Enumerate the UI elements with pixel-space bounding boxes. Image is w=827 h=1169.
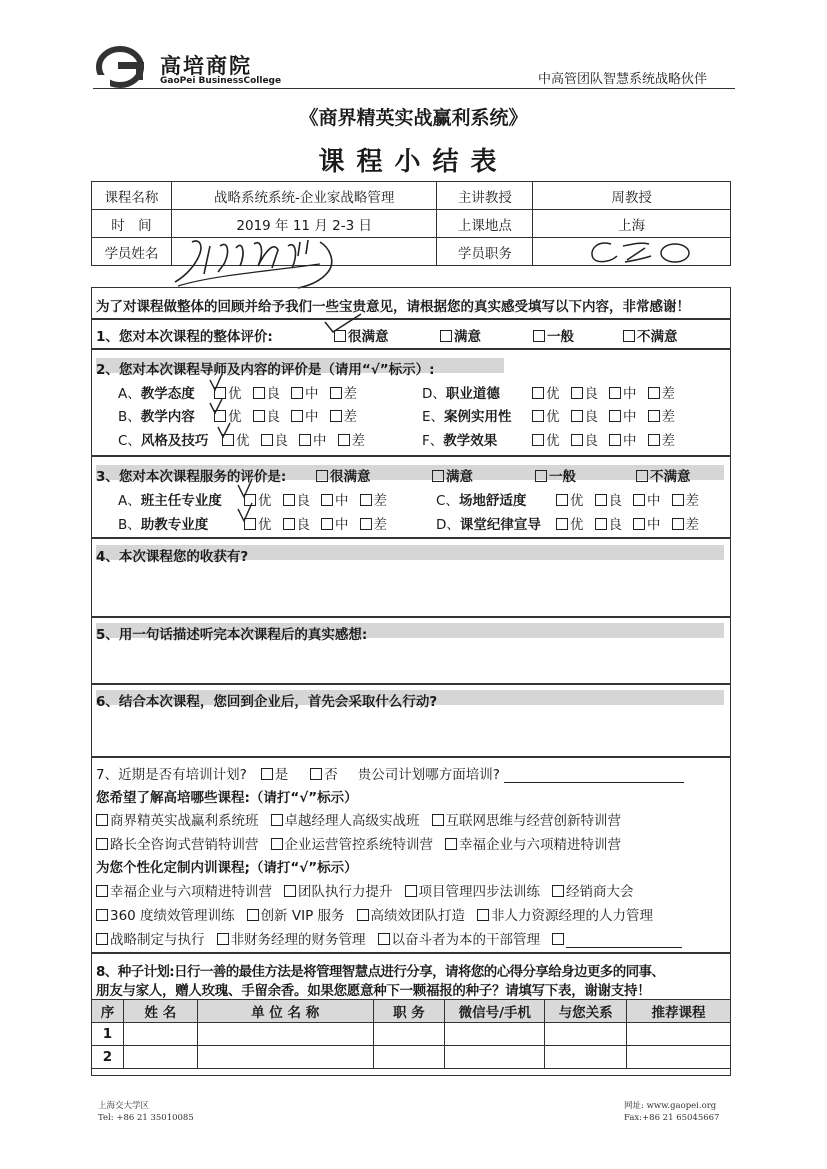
checkbox-icon[interactable]: [648, 410, 660, 422]
table-cell[interactable]: [627, 1046, 731, 1069]
place-value[interactable]: 上海: [533, 210, 731, 238]
custom-option[interactable]: 高绩效团队打造: [357, 908, 466, 924]
q1-option-unsatisfied[interactable]: 不满意: [623, 325, 678, 345]
checkbox-icon[interactable]: [552, 933, 564, 945]
checkbox-icon[interactable]: [595, 518, 607, 530]
checkbox-icon[interactable]: [217, 933, 229, 945]
q7-label: 7、近期是否有培训计划?: [96, 767, 247, 783]
checkbox-icon[interactable]: [310, 768, 322, 780]
course-name-label: 课程名称: [92, 182, 172, 210]
check-mark-icon: [216, 421, 238, 441]
checkbox-icon[interactable]: [636, 470, 648, 482]
checkbox-icon[interactable]: [672, 518, 684, 530]
checkbox-icon[interactable]: [609, 387, 621, 399]
checkbox-icon[interactable]: [96, 933, 108, 945]
checkbox-icon[interactable]: [571, 387, 583, 399]
checkbox-icon[interactable]: [253, 387, 265, 399]
checkbox-icon[interactable]: [271, 838, 283, 850]
q1-option-satisfied[interactable]: 满意: [440, 325, 481, 345]
checkbox-icon[interactable]: [571, 410, 583, 422]
custom-label: 为您个性化定制内训课程;（请打“√”标示）: [96, 860, 358, 876]
table-row: [92, 1023, 731, 1046]
checkbox-icon[interactable]: [96, 838, 108, 850]
check-mark-icon: [236, 477, 260, 499]
table-cell[interactable]: [445, 1023, 545, 1046]
checkbox-icon[interactable]: [595, 494, 607, 506]
q6-answer-area[interactable]: [96, 710, 724, 752]
q8-line-2: 朋友与家人，赠人玫瑰、手留余香。如果您愿意种下一颗福报的种子？请填写下表，谢谢支持！: [96, 983, 651, 999]
checkbox-icon[interactable]: [321, 518, 333, 530]
q4-answer-area[interactable]: [96, 566, 724, 612]
place-label: 上课地点: [437, 210, 533, 238]
checkbox-icon[interactable]: [609, 410, 621, 422]
q3-option-satisfied[interactable]: 满意: [432, 465, 473, 485]
q2-label: 2、您对本次课程导师及内容的评价是（请用“√”标示）:: [96, 362, 435, 378]
column-header: 微信号/手机: [445, 1000, 545, 1023]
checkbox-icon[interactable]: [96, 885, 108, 897]
checkbox-icon[interactable]: [271, 814, 283, 826]
checkbox-icon[interactable]: [440, 330, 452, 342]
handwritten-signature: [170, 228, 370, 290]
column-header: 序: [92, 1000, 124, 1023]
q2-grades-a[interactable]: 优 良 中 差: [214, 382, 357, 402]
time-label: 时 间: [92, 210, 172, 238]
checkbox-icon[interactable]: [633, 518, 645, 530]
custom-other-field[interactable]: [566, 933, 682, 948]
q2-grades-d[interactable]: 优 良 中 差: [532, 382, 675, 402]
checkbox-icon[interactable]: [532, 410, 544, 422]
q3-option-very-satisfied[interactable]: 很满意: [316, 465, 371, 485]
q3-label: 3、您对本次课程服务的评价是:: [96, 469, 287, 485]
survey-intro: 为了对课程做整体的回顾并给予我们一些宝贵意见，请根据您的真实感受填写以下内容，非常感谢！: [96, 299, 690, 315]
time-value[interactable]: 2019 年 11 月 2-3 日: [171, 210, 437, 238]
footer-right: [624, 1100, 719, 1124]
table-cell[interactable]: [197, 1046, 373, 1069]
training-plan-field[interactable]: [504, 768, 684, 783]
column-header: 推荐课程: [627, 1000, 731, 1023]
column-header: 职 务: [373, 1000, 445, 1023]
checkbox-icon[interactable]: [283, 494, 295, 506]
custom-option-other[interactable]: [552, 932, 682, 948]
divider: [91, 683, 731, 685]
divider: [91, 756, 731, 758]
checkbox-icon[interactable]: [283, 518, 295, 530]
custom-option[interactable]: 非人力资源经理的人力管理: [477, 908, 653, 924]
table-cell[interactable]: [545, 1046, 627, 1069]
gaopei-logo: [96, 46, 154, 88]
q2-item-style-skills: C、风格及技巧: [118, 433, 209, 449]
column-header: 姓 名: [123, 1000, 197, 1023]
footer-website[interactable]: 网址: www.gaopei.org: [624, 1101, 717, 1111]
checkbox-icon[interactable]: [261, 434, 273, 446]
custom-row-1: [96, 880, 634, 900]
checkbox-icon[interactable]: [648, 387, 660, 399]
document-title: 《商界精英实战赢利系统》: [299, 107, 528, 129]
q3-item-class-discipline: D、课堂纪律宣导: [436, 517, 541, 533]
checkbox-icon[interactable]: [672, 494, 684, 506]
q6-label: 6、结合本次课程，您回到企业后，首先会采取什么行动?: [96, 694, 438, 710]
q3-option-unsatisfied[interactable]: 不满意: [636, 465, 691, 485]
lecturer-value[interactable]: 周教授: [533, 182, 731, 210]
q2-item-teaching-attitude: A、教学态度: [118, 386, 195, 402]
custom-row-3: [96, 928, 682, 948]
checkbox-icon[interactable]: [609, 434, 621, 446]
q3-grades-b[interactable]: 优 良 中 差: [244, 513, 387, 533]
q7-yes[interactable]: 是: [261, 767, 289, 783]
q1-option-average[interactable]: 一般: [533, 325, 574, 345]
header-divider: [93, 88, 735, 89]
checkbox-icon[interactable]: [291, 410, 303, 422]
divider: [91, 952, 731, 954]
course-name-value[interactable]: 战略系统系统-企业家战略管理: [171, 182, 437, 210]
custom-option[interactable]: 项目管理四步法训练: [405, 884, 541, 900]
brand-name: 高培商院: [160, 54, 252, 78]
checkbox-icon[interactable]: [532, 387, 544, 399]
courses-label: 您希望了解高培哪些课程:（请打“√”标示）: [96, 790, 358, 806]
lecturer-label: 主讲教授: [437, 182, 533, 210]
checkbox-icon[interactable]: [338, 434, 350, 446]
footer-tel: Tel: +86 21 35010085: [98, 1113, 194, 1123]
checkbox-icon[interactable]: [533, 330, 545, 342]
q3-grades-c[interactable]: 优 良 中 差: [556, 489, 699, 509]
custom-option[interactable]: 战略制定与执行: [96, 932, 205, 948]
checkbox-icon[interactable]: [291, 387, 303, 399]
header-tagline: 中高管团队智慧系统战略伙伴: [538, 72, 708, 87]
q3-item-assistant: B、助教专业度: [118, 517, 209, 533]
divider: [91, 455, 731, 457]
checkbox-icon[interactable]: [623, 330, 635, 342]
checkbox-icon[interactable]: [633, 494, 645, 506]
table-cell[interactable]: [373, 1046, 445, 1069]
custom-option[interactable]: 以奋斗者为本的干部管理: [378, 932, 541, 948]
row-number: 1: [92, 1023, 124, 1046]
q2-grades-f[interactable]: 优 良 中 差: [532, 429, 675, 449]
table-header-row: [92, 1000, 731, 1023]
q2-item-teaching-effect: F、教学效果: [422, 433, 498, 449]
checkbox-icon[interactable]: [321, 494, 333, 506]
checkbox-icon[interactable]: [96, 814, 108, 826]
custom-option[interactable]: 团队执行力提升: [284, 884, 393, 900]
checkbox-icon[interactable]: [330, 410, 342, 422]
checkbox-icon[interactable]: [477, 909, 489, 921]
checkbox-icon[interactable]: [360, 494, 372, 506]
footer-address: 上海交大学区: [98, 1101, 150, 1111]
checkbox-icon[interactable]: [552, 885, 564, 897]
q1-label: 1、您对本次课程的整体评价:: [96, 329, 273, 345]
handwritten-position: [585, 238, 695, 268]
course-option[interactable]: 企业运营管控系统特训营: [271, 837, 434, 853]
table-cell[interactable]: [123, 1023, 197, 1046]
table-cell[interactable]: [445, 1046, 545, 1069]
courses-row-2: [96, 833, 621, 853]
checkbox-icon[interactable]: [247, 909, 259, 921]
q7-no[interactable]: 否: [310, 767, 338, 783]
checkbox-icon[interactable]: [284, 885, 296, 897]
course-option[interactable]: 卓越经理人高级实战班: [271, 813, 420, 829]
checkbox-icon[interactable]: [535, 470, 547, 482]
q3-item-head-teacher: A、班主任专业度: [118, 493, 222, 509]
divider: [91, 537, 731, 539]
divider: [91, 616, 731, 618]
custom-option[interactable]: 经销商大会: [552, 884, 634, 900]
q7-row: [96, 763, 684, 783]
checkbox-icon[interactable]: [378, 933, 390, 945]
check-mark-icon: [208, 372, 230, 394]
seed-plan-table: [91, 999, 731, 1069]
checkbox-icon[interactable]: [261, 768, 273, 780]
q7-ask: 贵公司计划哪方面培训?: [357, 767, 500, 783]
q3-option-average[interactable]: 一般: [535, 465, 576, 485]
column-header: 单 位 名 称: [197, 1000, 373, 1023]
divider: [91, 318, 731, 320]
checkbox-icon[interactable]: [299, 434, 311, 446]
custom-option[interactable]: 非财务经理的财务管理: [217, 932, 366, 948]
q1-option-very-satisfied[interactable]: 很满意: [334, 325, 389, 345]
course-option[interactable]: 互联网思维与经营创新特训营: [432, 813, 622, 829]
check-mark-icon: [236, 501, 260, 523]
check-mark-icon: [208, 397, 230, 417]
checkbox-icon[interactable]: [556, 494, 568, 506]
checkbox-icon[interactable]: [532, 434, 544, 446]
checkbox-icon[interactable]: [432, 470, 444, 482]
q2-grades-c[interactable]: 优 良 中 差: [222, 429, 365, 449]
q2-item-teaching-content: B、教学内容: [118, 409, 195, 425]
footer-left: [98, 1100, 194, 1124]
document-subtitle: 课程小结表: [318, 147, 509, 177]
course-option[interactable]: 商界精英实战赢利系统班: [96, 813, 259, 829]
checkbox-icon[interactable]: [648, 434, 660, 446]
courses-row-1: [96, 809, 621, 829]
checkbox-icon[interactable]: [445, 838, 457, 850]
brand-name-en: GaoPei BusinessCollege: [160, 76, 282, 86]
checkbox-icon[interactable]: [556, 518, 568, 530]
q5-answer-area[interactable]: [96, 642, 724, 680]
column-header: 与您关系: [545, 1000, 627, 1023]
custom-option[interactable]: 360 度绩效管理训练: [96, 908, 235, 924]
checkbox-icon[interactable]: [96, 909, 108, 921]
table-cell[interactable]: [197, 1023, 373, 1046]
q2-grades-b[interactable]: 优 良 中 差: [214, 405, 357, 425]
checkbox-icon[interactable]: [316, 470, 328, 482]
course-option[interactable]: 路长全咨询式营销特训营: [96, 837, 259, 853]
checkbox-icon[interactable]: [253, 410, 265, 422]
checkbox-icon[interactable]: [330, 387, 342, 399]
footer-fax: Fax:+86 21 65045667: [624, 1113, 720, 1123]
q5-label: 5、用一句话描述听完本次课程后的真实感想:: [96, 627, 368, 643]
course-option[interactable]: 幸福企业与六项精进特训营: [445, 837, 621, 853]
table-cell[interactable]: [373, 1023, 445, 1046]
row-number: 2: [92, 1046, 124, 1069]
checkbox-icon[interactable]: [405, 885, 417, 897]
table-row: [92, 1046, 731, 1069]
q4-label: 4、本次课程您的收获有?: [96, 549, 249, 565]
q3-item-venue-comfort: C、场地舒适度: [436, 493, 527, 509]
checkbox-icon[interactable]: [357, 909, 369, 921]
q2-item-case-practicality: E、案例实用性: [422, 409, 512, 425]
check-mark-icon: [323, 312, 363, 334]
checkbox-icon[interactable]: [432, 814, 444, 826]
student-name-label: 学员姓名: [92, 238, 172, 266]
divider: [91, 348, 731, 350]
q2-item-professional-ethics: D、职业道德: [422, 386, 500, 402]
q2-grades-e[interactable]: 优 良 中 差: [532, 405, 675, 425]
table-cell[interactable]: [123, 1046, 197, 1069]
table-cell[interactable]: [545, 1023, 627, 1046]
custom-option[interactable]: 幸福企业与六项精进特训营: [96, 884, 272, 900]
custom-row-2: [96, 904, 653, 924]
q3-grades-a[interactable]: 优 良 中 差: [244, 489, 387, 509]
q8-line-1: 8、种子计划:日行一善的最佳方法是将管理智慧点进行分享，请将您的心得分享给身边更多的同事、: [96, 964, 665, 980]
checkbox-icon[interactable]: [360, 518, 372, 530]
checkbox-icon[interactable]: [571, 434, 583, 446]
q3-grades-d[interactable]: 优 良 中 差: [556, 513, 699, 533]
custom-option[interactable]: 创新 VIP 服务: [247, 908, 345, 924]
table-cell[interactable]: [627, 1023, 731, 1046]
position-label: 学员职务: [437, 238, 533, 266]
